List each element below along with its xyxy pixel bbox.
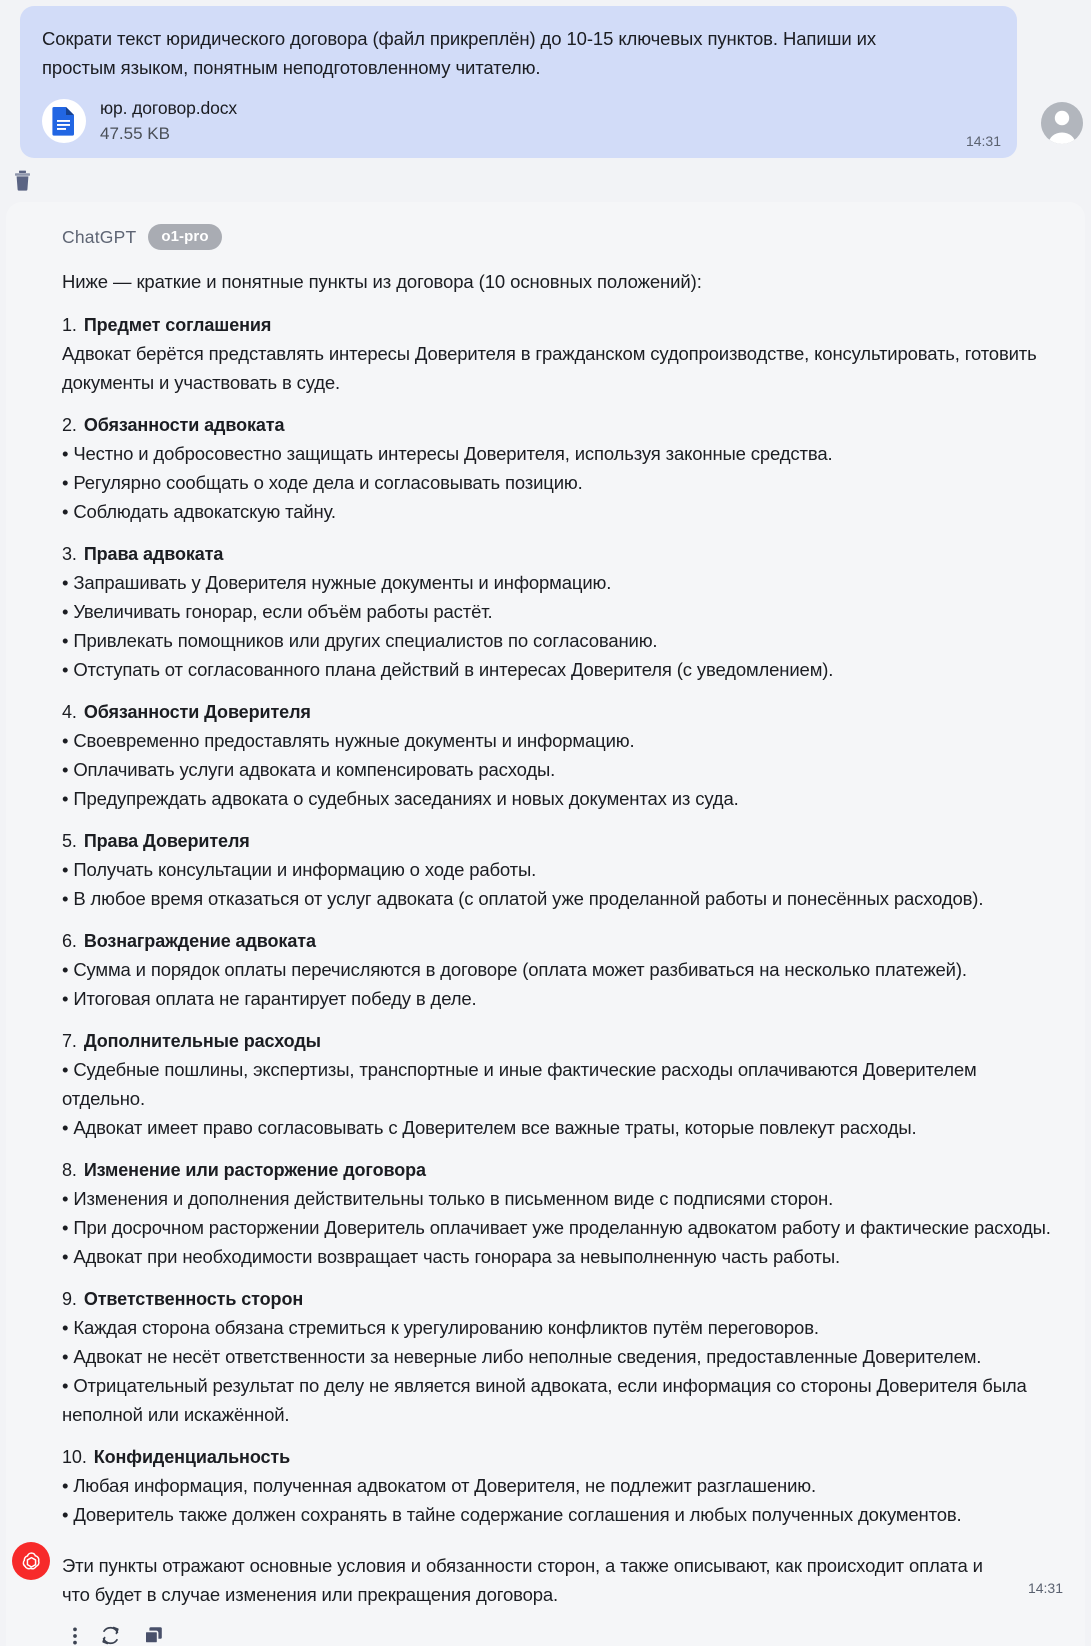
assistant-section-title: Обязанности Доверителя xyxy=(83,702,311,722)
assistant-section-line: • Получать консультации и информацию о ходе работы. xyxy=(62,859,537,880)
user-message-timestamp: 14:31 xyxy=(965,133,1001,149)
model-badge: o1-pro xyxy=(148,224,221,250)
assistant-section xyxy=(62,1289,1057,1429)
more-options-icon[interactable] xyxy=(72,1626,78,1646)
assistant-section-line: • Привлекать помощников или других специалистов по согласованию. xyxy=(62,630,658,651)
user-message-row xyxy=(0,0,1091,158)
assistant-section-line: • Запрашивать у Доверителя нужные документы и информацию. xyxy=(62,572,612,593)
assistant-section xyxy=(62,1160,1057,1271)
assistant-section xyxy=(62,702,1057,813)
assistant-section-line: • При досрочном расторжении Доверитель оплачивает уже проделанную адвокатом работу и фактические расходы. xyxy=(62,1217,1051,1238)
assistant-section xyxy=(62,831,1057,913)
attachment-filesize: 47.55 KB xyxy=(100,124,170,143)
assistant-section-heading xyxy=(62,831,1057,852)
assistant-section-number: 10. xyxy=(62,1447,87,1467)
assistant-section-line: • Отступать от согласованного плана действий в интересах Доверителя (с уведомлением). xyxy=(62,659,834,680)
assistant-section xyxy=(62,544,1057,684)
assistant-section-line: • Своевременно предоставлять нужные документы и информацию. xyxy=(62,730,635,751)
user-avatar-icon[interactable] xyxy=(1041,102,1083,144)
assistant-section-line: • Изменения и дополнения действительны только в письменном виде с подписями сторон. xyxy=(62,1188,834,1209)
assistant-intro-text: Ниже — краткие и понятные пункты из договора (10 основных положений): xyxy=(62,271,702,292)
assistant-section-line: • Итоговая оплата не гарантирует победу в деле. xyxy=(62,988,477,1009)
chatgpt-logo-icon xyxy=(12,1542,50,1580)
assistant-section-line: • Любая информация, полученная адвокатом от Доверителя, не подлежит разглашению. xyxy=(62,1475,816,1496)
assistant-section-heading xyxy=(62,315,1057,336)
assistant-message-bubble[interactable] xyxy=(6,202,1085,1646)
assistant-section-line: Адвокат берётся представлять интересы Доверителя в гражданском судопроизводстве, консультировать, готовить документы и участвовать в суде. xyxy=(62,343,1037,393)
assistant-section-title: Права Доверителя xyxy=(83,831,250,851)
assistant-section-heading xyxy=(62,702,1057,723)
assistant-section-heading xyxy=(62,1160,1057,1181)
assistant-section xyxy=(62,1447,1057,1529)
assistant-section-line: • Отрицательный результат по делу не является виной адвоката, если информация со стороны Доверителя была неполной или искажённой. xyxy=(62,1375,1027,1425)
copy-icon[interactable] xyxy=(143,1625,164,1646)
assistant-section-title: Изменение или расторжение договора xyxy=(83,1160,426,1180)
assistant-section-line: • Адвокат имеет право согласовывать с Доверителем все важные траты, которые повлекут расходы. xyxy=(62,1117,917,1138)
attachment-meta xyxy=(100,98,237,144)
assistant-section-number: 6. xyxy=(62,931,77,951)
assistant-section-line: • Судебные пошлины, экспертизы, транспортные и иные фактические расходы оплачиваются Доверителем отдельно. xyxy=(62,1059,977,1109)
assistant-author-name: ChatGPT xyxy=(62,226,137,247)
assistant-section-line: • Соблюдать адвокатскую тайну. xyxy=(62,501,336,522)
assistant-section-heading xyxy=(62,1447,1057,1468)
assistant-section-line: • Адвокат при необходимости возвращает часть гонорара за невыполненную часть работы. xyxy=(62,1246,840,1267)
assistant-section-title: Вознаграждение адвоката xyxy=(83,931,316,951)
docx-file-icon xyxy=(42,99,86,143)
assistant-section-title: Предмет соглашения xyxy=(83,315,272,335)
assistant-action-bar xyxy=(6,1609,1085,1646)
assistant-section-line: • Сумма и порядок оплаты перечисляются в договоре (оплата может разбиваться на несколько платежей). xyxy=(62,959,967,980)
assistant-section-line: • Увеличивать гонорар, если объём работы растёт. xyxy=(62,601,493,622)
assistant-section-line: • Честно и добросовестно защищать интересы Доверителя, используя законные средства. xyxy=(62,443,833,464)
assistant-section-title: Дополнительные расходы xyxy=(83,1031,321,1051)
assistant-section-number: 9. xyxy=(62,1289,77,1309)
assistant-section-line: • Адвокат не несёт ответственности за неверные либо неполные сведения, предоставленные Доверителем. xyxy=(62,1346,982,1367)
assistant-message-timestamp: 14:31 xyxy=(1027,1580,1063,1596)
assistant-section-number: 1. xyxy=(62,315,77,335)
assistant-section-heading xyxy=(62,1289,1057,1310)
attachment-card[interactable] xyxy=(42,98,995,144)
assistant-section-heading xyxy=(62,931,1057,952)
regenerate-icon[interactable] xyxy=(100,1625,121,1646)
assistant-message-body xyxy=(6,224,1085,1609)
assistant-section xyxy=(62,931,1057,1013)
assistant-section-number: 5. xyxy=(62,831,77,851)
assistant-section-number: 3. xyxy=(62,544,77,564)
assistant-section xyxy=(62,415,1057,526)
assistant-section-number: 4. xyxy=(62,702,77,722)
message-tools-row xyxy=(0,158,1091,202)
assistant-section-line: • Каждая сторона обязана стремиться к урегулированию конфликтов путём переговоров. xyxy=(62,1317,819,1338)
assistant-section-line: • Предупреждать адвоката о судебных заседаниях и новых документах из суда. xyxy=(62,788,739,809)
user-message-bubble[interactable] xyxy=(20,6,1017,158)
assistant-section-title: Обязанности адвоката xyxy=(83,415,285,435)
assistant-section-number: 2. xyxy=(62,415,77,435)
trash-icon[interactable] xyxy=(14,170,31,191)
assistant-header xyxy=(62,224,1057,250)
assistant-section-line: • В любое время отказаться от услуг адвоката (с оплатой уже проделанной работы и понесённых расходов). xyxy=(62,888,984,909)
assistant-section-title: Ответственность сторон xyxy=(83,1289,304,1309)
attachment-filename: юр. договор.docx xyxy=(100,98,238,118)
assistant-section-title: Конфиденциальность xyxy=(93,1447,291,1467)
assistant-section-title: Права адвоката xyxy=(83,544,224,564)
assistant-section-heading xyxy=(62,1031,1057,1052)
assistant-section-heading xyxy=(62,415,1057,436)
assistant-closing-text: Эти пункты отражают основные условия и обязанности сторон, а также описывают, как происходит оплата и что будет в случае изменения или прекращения договора. xyxy=(62,1555,983,1605)
assistant-section xyxy=(62,1031,1057,1142)
assistant-section-heading xyxy=(62,544,1057,565)
assistant-section-line: • Оплачивать услуги адвоката и компенсировать расходы. xyxy=(62,759,556,780)
assistant-sections-list xyxy=(62,315,1057,1529)
assistant-section xyxy=(62,315,1057,397)
user-message-text: Сократи текст юридического договора (файл прикреплён) до 10-15 ключевых пунктов. Напиши их простым языком, понятным неподготовленному читателю. xyxy=(42,28,876,78)
assistant-section-line: • Доверитель также должен сохранять в тайне содержание соглашения и любых полученных документов. xyxy=(62,1504,962,1525)
assistant-section-line: • Регулярно сообщать о ходе дела и согласовывать позицию. xyxy=(62,472,583,493)
assistant-section-number: 8. xyxy=(62,1160,77,1180)
assistant-section-number: 7. xyxy=(62,1031,77,1051)
